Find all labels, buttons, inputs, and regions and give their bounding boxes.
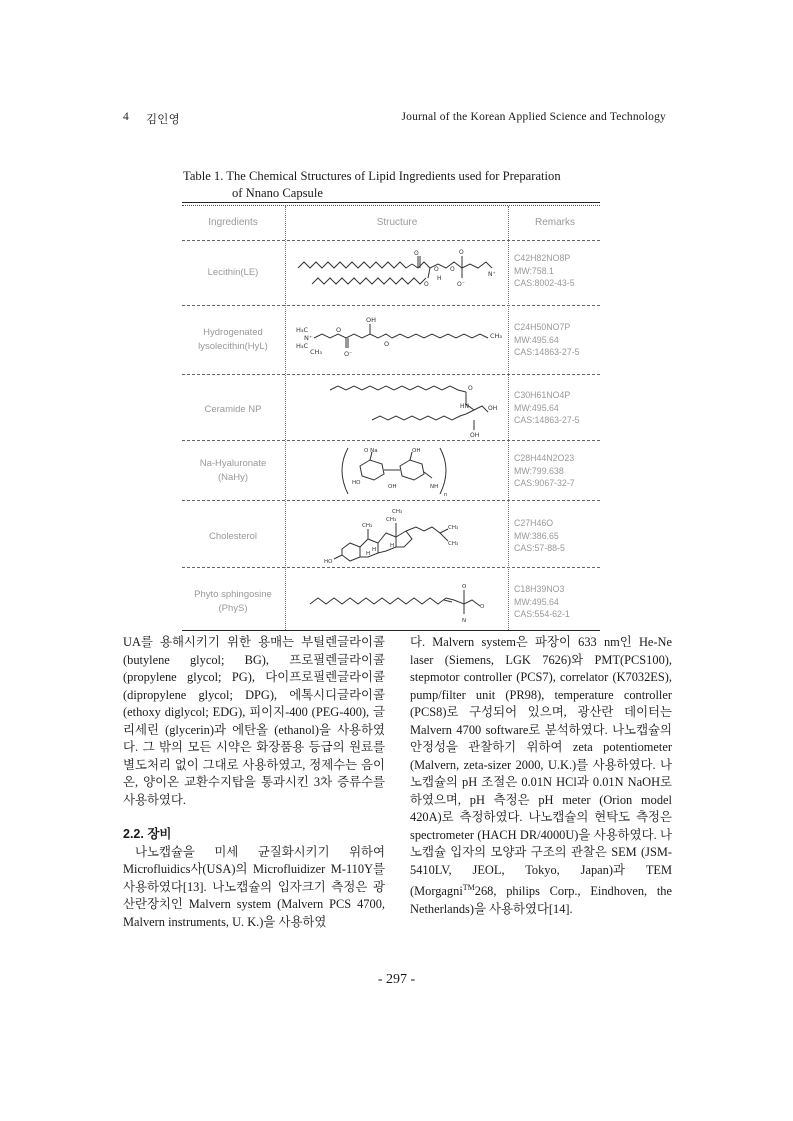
- remark-mw: MW:495.64: [514, 402, 559, 413]
- page-footer-number: - 297 -: [377, 972, 416, 987]
- remark-formula: C24H50NO7P: [514, 322, 571, 332]
- svg-text:H₃C: H₃C: [296, 326, 309, 334]
- table-col-divider: [508, 206, 509, 630]
- svg-text:O⁻: O⁻: [457, 281, 465, 288]
- svg-text:H: H: [366, 551, 371, 557]
- remark-cas: CAS:554-62-1: [514, 609, 570, 619]
- table-caption: [183, 168, 603, 202]
- table-row-rule: [182, 305, 600, 306]
- ingredient-name: Ceramide NP: [204, 404, 262, 415]
- header-journal: Journal of the Korean Applied Science and Technology: [401, 111, 666, 123]
- ingredient-name: Cholesterol: [208, 531, 258, 542]
- remark-mw: MW:495.64: [514, 334, 559, 345]
- svg-text:n: n: [444, 492, 448, 498]
- table-top-rule-2: [182, 205, 600, 206]
- table-header-ingredients: Ingredients: [208, 217, 258, 228]
- svg-text:OH: OH: [388, 484, 397, 490]
- remark-cas: CAS:9067-32-7: [514, 478, 575, 488]
- remarks-cell: [514, 583, 604, 621]
- remark-mw: MW:495.64: [514, 596, 559, 607]
- svg-text:CH₃: CH₃: [490, 332, 503, 340]
- left-column: [123, 634, 385, 931]
- svg-text:N⁺: N⁺: [304, 334, 313, 342]
- remarks-cell: [514, 389, 604, 427]
- phytosphingosine-structure: [292, 578, 504, 626]
- ceramide-np-structure: [292, 380, 504, 438]
- svg-text:CH₃: CH₃: [392, 509, 403, 515]
- header-author: 김인영: [146, 114, 180, 126]
- remark-cas: CAS:57-88-5: [514, 543, 565, 553]
- svg-text:O: O: [336, 326, 342, 334]
- svg-text:O: O: [384, 340, 390, 348]
- svg-text:OH: OH: [412, 448, 421, 454]
- svg-text:HO: HO: [324, 559, 333, 565]
- svg-text:O Na: O Na: [364, 448, 378, 454]
- remarks-cell: [514, 321, 604, 359]
- remark-formula: C30H61NO4P: [514, 390, 571, 400]
- na-hyaluronate-structure: [292, 444, 504, 498]
- svg-text:N⁺: N⁺: [488, 271, 496, 278]
- svg-text:OH: OH: [470, 432, 480, 438]
- svg-text:HN: HN: [460, 403, 469, 410]
- header-page-number: 4: [123, 111, 129, 123]
- right-paragraph-1: 다. Malvern system은 파장이 633 nm인 He-Ne laser (Siemens, LGK 7626)와 PMT(PCS100), stepmotor controller (PCS7), correlator (K7032ES), pump/filter unit (PR98), temperature controller (PCS8)로 구성되어 있으며, 광산란 데이터는 Malvern 4700 software로 분석하였다. 나노캡슐의 안정성을 관찰하기 위하여 zeta potentiometer (Malvern, zeta-sizer 2000, U.K.)를 사용하였다. 나노캡슐의 pH 조절은 0.01N HCl과 0.01N NaOH로 하였으며, pH 측정은 pH meter (Orion model 420A)로 측정하였다. 나노캡슐의 현탁도 측정은 spectrometer (HACH DR/4000U)을 사용하였다. 나노캡슐 입자의 모양과 구조의 관찰은 SEM (JSM-5410LV, JEOL, Tokyo, Japan)과 TEM (Morgagni™268, philips Corp., Eindhoven, the Netherlands)을 사용하였다[14].: [410, 635, 672, 916]
- remark-cas: CAS:14863-27-5: [514, 415, 580, 425]
- section-heading: 2.2. 장비: [123, 827, 172, 841]
- remarks-cell: [514, 252, 604, 290]
- svg-text:OH: OH: [366, 316, 377, 324]
- table-header-structure: Structure: [376, 217, 418, 228]
- svg-text:H: H: [437, 275, 442, 282]
- remark-formula: C28H44N2O23: [514, 453, 575, 463]
- left-paragraph-2: 나노캡슐을 미세 균질화시키기 위하여 Microfluidics사(USA)의 Microfluidizer M-110Y를 사용하였다[13]. 나노캡슐의 입자크기 측정은 광산란장치인 Malvern system (Malvern PCS 4700, Malvern instruments, U. K.)을 사용하였: [123, 844, 385, 929]
- svg-text:O: O: [462, 584, 467, 590]
- cholesterol-structure: [292, 503, 504, 565]
- svg-text:CH₃: CH₃: [448, 525, 459, 531]
- svg-text:O⁻: O⁻: [344, 350, 353, 358]
- remark-mw: MW:758.1: [514, 265, 554, 276]
- left-paragraph-1: UA를 용해시키기 위한 용매는 부틸렌글라이콜(butylene glycol; BG), 프로필렌글라이콜(propylene glycol; PG), 다이프로필렌글라이콜(dipropylene glycol; DPG), 에톡시디글라이콜(ethoxy diglycol; EDG), 피이지-400 (PEG-400), 글리세린 (glycerin)과 에탄올 (ethanol)을 사용하였다. 그 밖의 모든 시약은 화장품용 등급의 원료를 별도처리 없이 그대로 사용하였고, 정제수는 음이온, 양이온 교환수지탑을 통과시킨 3차 증류수를 사용하였다.: [123, 635, 385, 807]
- remark-mw: MW:386.65: [514, 530, 559, 541]
- svg-text:CH₃: CH₃: [448, 541, 459, 547]
- remark-formula: C18H39NO3: [514, 584, 565, 594]
- svg-text:NH: NH: [430, 484, 439, 490]
- table-row-rule: [182, 567, 600, 568]
- svg-text:N: N: [462, 618, 467, 624]
- remark-formula: C27H46O: [514, 518, 554, 528]
- table-bottom-rule: [182, 630, 600, 631]
- svg-text:HO: HO: [352, 480, 361, 486]
- table-caption-line1: Table 1. The Chemical Structures of Lipid Ingredients used for Preparation: [183, 169, 561, 183]
- remark-cas: CAS:14863-27-5: [514, 347, 580, 357]
- remarks-cell: [514, 452, 604, 490]
- ingredient-name: Phyto sphingosine (PhyS): [194, 589, 272, 614]
- svg-text:CH₃: CH₃: [386, 517, 397, 523]
- svg-text:CH₃: CH₃: [310, 348, 323, 356]
- remark-cas: CAS:8002-43-5: [514, 278, 575, 288]
- svg-text:O: O: [424, 281, 429, 288]
- table-caption-line2: of Nnano Capsule: [232, 186, 323, 200]
- remark-formula: C42H82NO8P: [514, 253, 571, 263]
- table-header-remarks: Remarks: [534, 217, 575, 228]
- table-row-rule: [182, 374, 600, 375]
- svg-text:O: O: [459, 249, 464, 256]
- table-row-rule: [182, 440, 600, 441]
- remarks-cell: [514, 517, 604, 555]
- svg-text:H: H: [372, 547, 377, 553]
- remark-mw: MW:799.638: [514, 465, 564, 476]
- hydrogenated-lysolecithin-structure: [292, 312, 504, 364]
- table-row-rule: [182, 500, 600, 501]
- right-column: [410, 634, 672, 918]
- ingredient-name: Na-Hyaluronate (NaHy): [199, 458, 267, 483]
- svg-text:H₃C: H₃C: [296, 342, 309, 350]
- lecithin-structure: [292, 246, 504, 298]
- svg-text:O: O: [450, 266, 455, 273]
- ingredient-name: Lecithin(LE): [207, 267, 259, 278]
- svg-text:O: O: [468, 385, 473, 392]
- svg-text:CH₃: CH₃: [362, 523, 373, 529]
- ingredient-name: Hydrogenated lysolecithin(HyL): [198, 327, 268, 352]
- svg-text:H: H: [390, 543, 395, 549]
- table-col-divider: [285, 206, 286, 630]
- svg-text:O: O: [480, 604, 485, 610]
- svg-text:OH: OH: [488, 405, 498, 412]
- table-top-rule: [182, 202, 600, 203]
- svg-text:O: O: [434, 266, 439, 273]
- svg-text:O: O: [414, 250, 419, 257]
- table-header-rule: [182, 240, 600, 241]
